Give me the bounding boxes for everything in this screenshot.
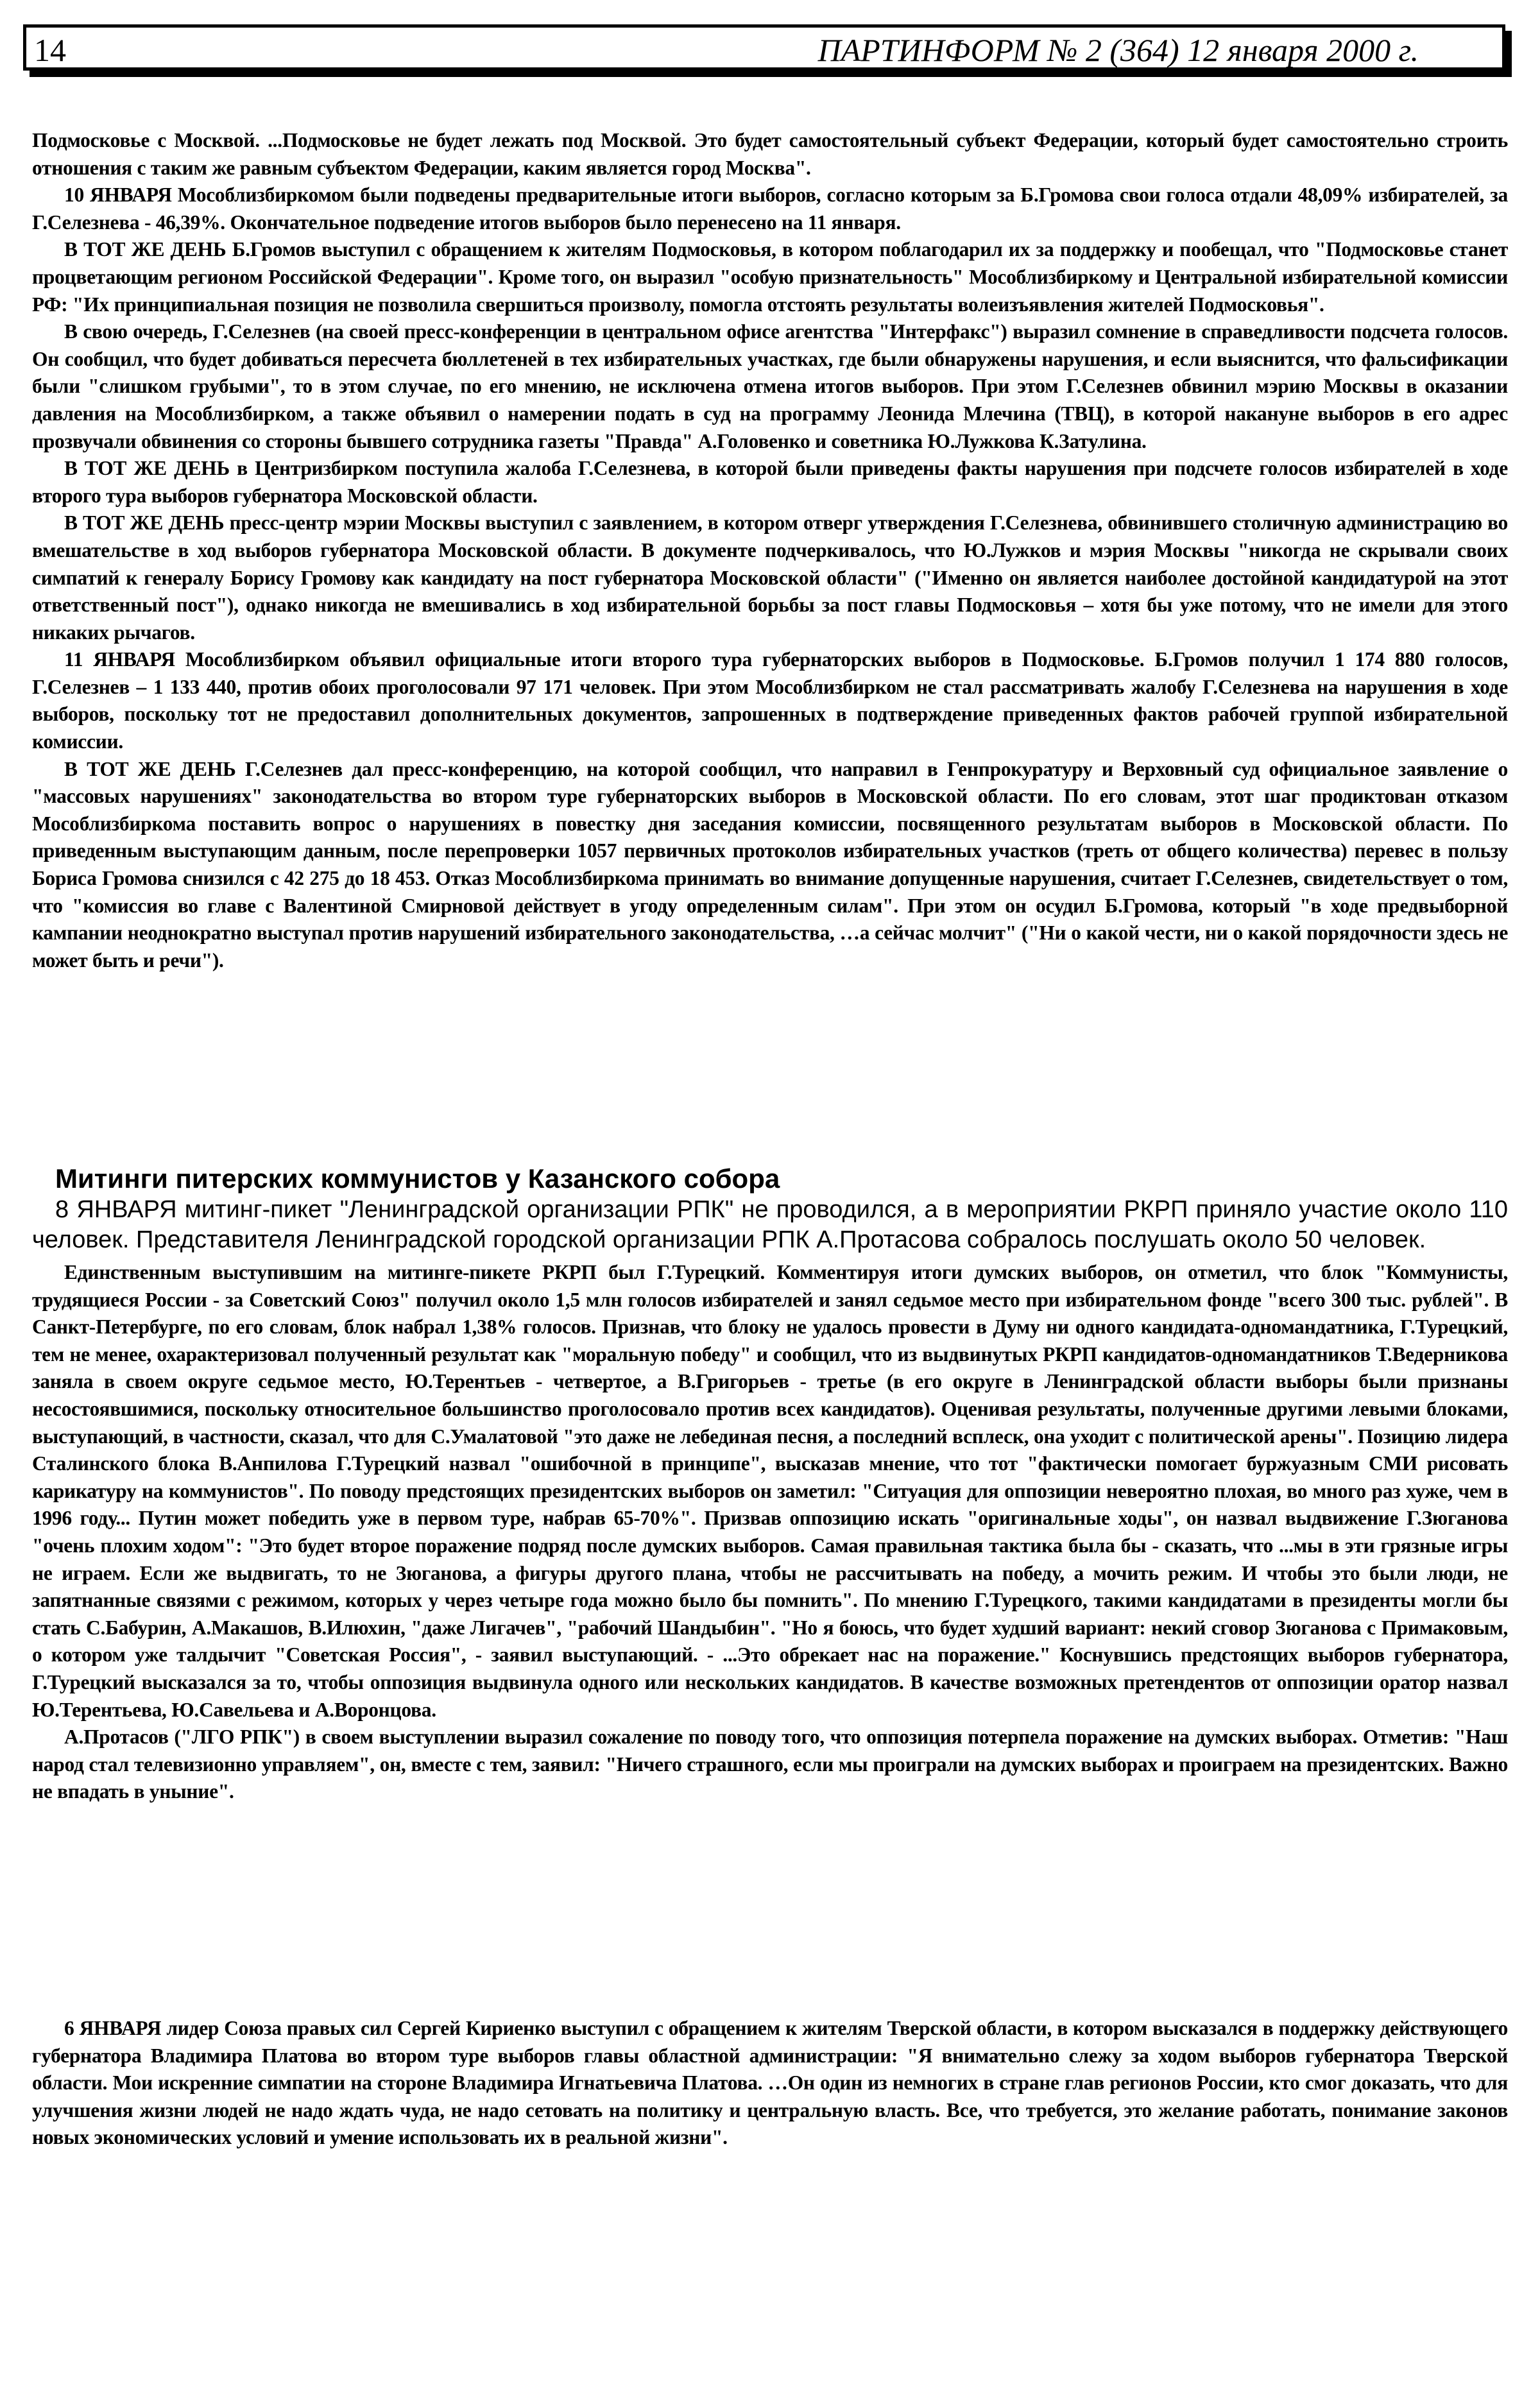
paragraph: В свою очередь, Г.Селезнев (на своей пресс-конференции в центральном офисе агентства "Интерфакс") выразил сомнение в справедливости подсчета голосов. Он сообщил, что будет добиваться пересчета бюллетеней в тех избирательных участках, где были обнаружены нарушения, и если выяснится, что фальсификации были "слишком грубыми", то в этом случае, по его мнению, не исключена отмена итогов выборов. При этом Г.Селезнев обвинил мэрию Москвы в оказании давления на Мособлизбирком, а также объявил о намерении подать в суд на программу Леонида Млечина (ТВЦ), в которой накануне выборов в его адрес прозвучали обвинения со стороны бывшего сотрудника газеты "Правда" А.Головенко и советника Ю.Лужкова К.Затулина. [32, 320, 1508, 452]
section-lead: 8 ЯНВАРЯ митинг-пикет "Ленинградской организации РПК" не проводился, а в мероприятии РКРП приняло участие около 110 человек. Представителя Ленинградской городской организации РПК А.Протасова собралось послушать около 50 человек. [32, 1196, 1508, 1253]
article-continuation [32, 127, 1508, 974]
paragraph: В ТОТ ЖЕ ДЕНЬ Г.Селезнев дал пресс-конференцию, на которой сообщил, что направил в Генпрокуратуру и Верховный суд официальное заявление о "массовых нарушениях" законодательства во втором туре губернаторских выборов в Московской области. По его словам, этот шаг продиктован отказом Мособлизбиркома поставить вопрос о нарушениях в повестку дня заседания комиссии, посвященного результатам выборов в Московской области. По приведенным выступающим данным, после перепроверки 1057 первичных протоколов избирательных участков (треть от общего количества) перевес в пользу Бориса Громова снизился с 42 275 до 18 453. Отказ Мособлизбиркома принимать во внимание допущенные нарушения, считает Г.Селезнев, свидетельствует о том, что "комиссия во главе с Валентиной Смирновой действует в угоду определенным силам". При этом он осудил Б.Громова, который "в ходе предвыборной кампании неоднократно выступал против нарушений избирательного законодательства, …а сейчас молчит" ("Ни о какой чести, ни о какой порядочности здесь не может быть и речи"). [32, 757, 1508, 972]
paragraph: А.Протасов ("ЛГО РПК") в своем выступлении выразил сожаление по поводу того, что оппозиция потерпела поражение на думских выборах. Отметив: "Наш народ стал телевизионно управляем", он, вместе с тем, заявил: "Ничего страшного, если мы проиграли на думских выборах и проиграем на президентских. Важно не впадать в уныние". [32, 1726, 1508, 1803]
paragraph: В ТОТ ЖЕ ДЕНЬ Б.Громов выступил с обращением к жителям Подмосковья, в котором поблагодарил их за поддержку и пообещал, что "Подмосковье станет процветающим регионом Российской Федерации". Кроме того, он выразил "особую признательность" Мособлизбиркому и Центральной избирательной комиссии РФ: "Их принципиальная позиция не позволила свершиться произволу, помогла отстоять результаты волеизъявления жителей Подмосковья". [32, 238, 1508, 316]
paragraph: 10 ЯНВАРЯ Мособлизбиркомом были подведены предварительные итоги выборов, согласно которым за Б.Громова свои голоса отдали 48,09% избирателей, за Г.Селезнева - 46,39%. Окончательное подведение итогов выборов было перенесено на 11 января. [32, 184, 1508, 234]
masthead: ПАРТИНФОРМ № 2 (364) 12 января 2000 г. [817, 32, 1419, 68]
page-number: 14 [34, 32, 66, 68]
paragraph: 11 ЯНВАРЯ Мособлизбирком объявил официальные итоги второго тура губернаторских выборов в Подмосковье. Б.Громов получил 1 174 880 голосов, Г.Селезнев – 1 133 440, против обоих проголосовали 97 171 человек. При этом Мособлизбирком не стал рассматривать жалобу Г.Селезнева на нарушения в ходе выборов, поскольку тот не предоставил дополнительных документов, запрошенных в подтверждение приведенных фактов рабочей группой избирательной комиссии. [32, 648, 1508, 753]
paragraph: Подмосковье с Москвой. ...Подмосковье не будет лежать под Москвой. Это будет самостоятельный субъект Федерации, который будет самостоятельно строить отношения с таким же равным субъектом Федерации, каким является город Москва". [32, 129, 1508, 179]
paragraph: В ТОТ ЖЕ ДЕНЬ пресс-центр мэрии Москвы выступил с заявлением, в котором отверг утверждения Г.Селезнева, обвинившего столичную администрацию во вмешательстве в ход выборов губернатора Московской области. В документе подчеркивалось, что Ю.Лужков и мэрия Москвы "никогда не скрывали своих симпатий к генералу Борису Громову как кандидату на пост губернатора Московской области" ("Именно он является наиболее достойной кандидатурой на этот ответственный пост"), однако никогда не вмешивались в ход избирательной борьбы за пост главы Подмосковья – хотя бы уже потому, что не имели для этого никаких рычагов. [32, 511, 1508, 644]
section-kazan-rally [32, 1163, 1508, 1806]
paragraph: В ТОТ ЖЕ ДЕНЬ в Центризбирком поступила жалоба Г.Селезнева, в которой были приведены факты нарушения при подсчете голосов избирателей в ходе второго тура выборов губернатора Московской области. [32, 457, 1508, 507]
section-title: Митинги питерских коммунистов у Казанского собора [55, 1163, 780, 1194]
paragraph: Единственным выступившим на митинге-пикете РКРП был Г.Турецкий. Комментируя итоги думских выборов, он отметил, что блок "Коммунисты, трудящиеся России - за Советский Союз" получил около 1,5 млн голосов избирателей и занял седьмое место при избирательном фонде "всего 300 тыс. рублей". В Санкт-Петербурге, по его словам, блок набрал 1,38% голосов. Признав, что блоку не удалось провести в Думу ни одного кандидата-одномандатника, Г.Турецкий, тем не менее, охарактеризовал полученный результат как "моральную победу" и сообщил, что из выдвинутых РКРП кандидатов-одномандатников Т.Ведерникова заняла в своем округе седьмое место, Ю.Терентьев - четвертое, а В.Григорьев - третье (в его округе в Ленинградской области выборы были признаны несостоявшимися, поскольку относительное большинство проголосовало против всех кандидатов). Оценивая результаты, полученные другими левыми блоками, выступающий, в частности, сказал, что для С.Умалатовой "это даже не лебединая песня, а последний всплеск, она уходит с политической арены". Позицию лидера Сталинского блока В.Анпилова Г.Турецкий назвал "ошибочной в принципе", высказав мнение, что тот "фактически помогает буржуазным СМИ рисовать карикатуру на коммунистов". По поводу предстоящих президентских выборов он заметил: "Ситуация для оппозиции невероятно плохая, во много раз хуже, чем в 1996 году... Путин может победить уже в первом туре, набрав 65-70%". Призвав оппозицию искать "оригинальные ходы", он назвал выдвижение Г.Зюганова "очень плохим ходом": "Это будет второе поражение подряд после думских выборов. Самая правильная тактика была бы - сказать, что ...мы в эти грязные игры не играем. Если же выдвигать, то не Зюганова, а фигуры другого плана, чтобы не рассчитывать на победу, а мочить режим. И чтобы это были люди, не запятнанные связями с режимом, которых у через четыре года можно было бы помнить". По мнению Г.Турецкого, такими кандидатами в президенты могли бы стать С.Бабурин, А.Макашов, В.Илюхин, "даже Лигачев", "рабочий Шандыбин". "Но я боюсь, что будет худший вариант: некий сговор Зюганова с Примаковым, о котором уже талдычит "Советская Россия", - заявил выступающий. - ...Это обрекает нас на поражение." Коснувшись предстоящих выборов губернатора, Г.Турецкий высказался за то, чтобы оппозиция выдвинула одного или нескольких кандидатов. В качестве возможных претендентов от оппозиции оратор назвал Ю.Терентьева, Ю.Савельева и А.Воронцова. [32, 1261, 1508, 1721]
page-header [23, 24, 1505, 71]
section-tver [32, 2015, 1508, 2152]
paragraph: 6 ЯНВАРЯ лидер Союза правых сил Сергей Кириенко выступил с обращением к жителям Тверской области, в котором высказался в поддержку действующего губернатора Владимира Платова во втором туре выборов главы областной администрации: "Я внимательно слежу за ходом выборов губернатора Тверской области. Мои искренние симпатии на стороне Владимира Игнатьевича Платова. …Он один из немногих в стране глав регионов России, кто смог доказать, что для улучшения жизни людей не надо ждать чуда, не надо сетовать на политику и центральную власть. Все, что требуется, это желание работать, понимание законов новых экономических условий и умение использовать их в реальной жизни". [32, 2017, 1508, 2149]
